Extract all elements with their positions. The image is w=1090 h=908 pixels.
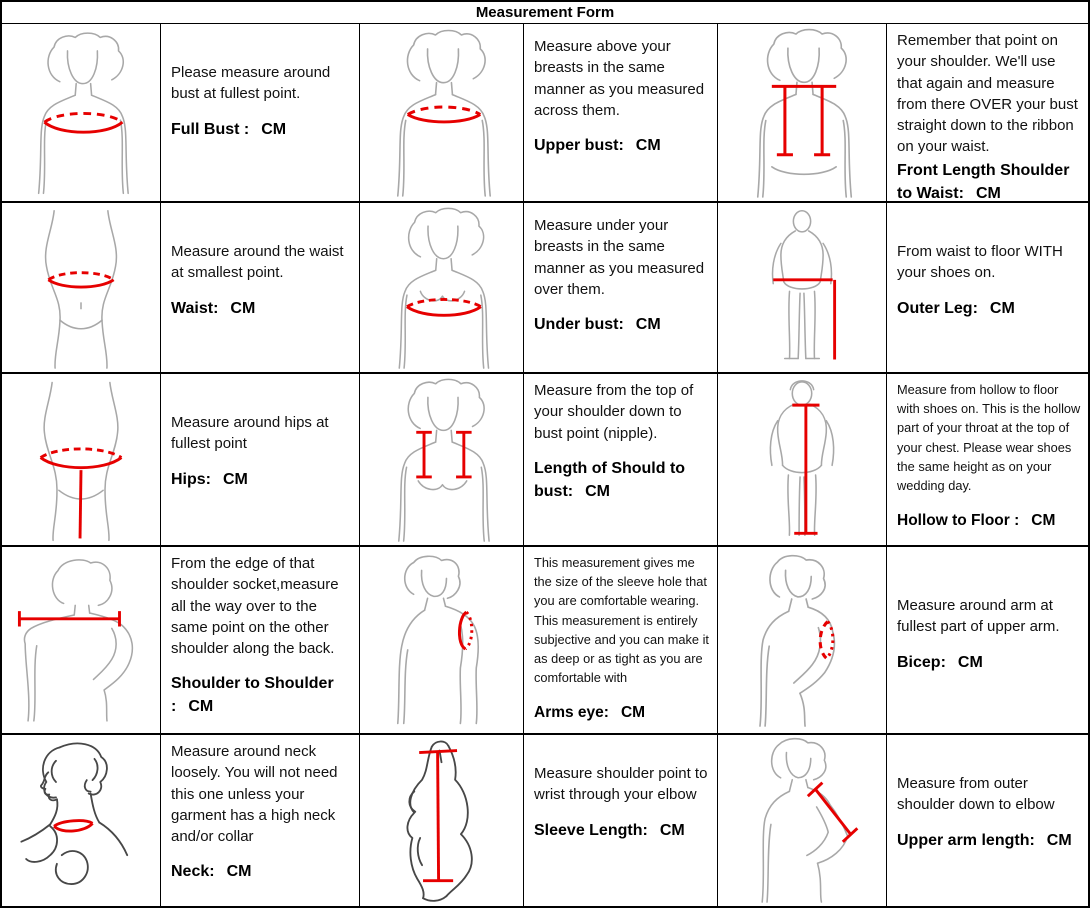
measure-label: Hips: <box>171 470 211 488</box>
measure-description: From the edge of that shoulder socket,measure all the way over to the same point on the other shoulder along the back. <box>171 555 339 658</box>
outer-leg-illustration <box>720 205 884 370</box>
measure-unit: CM <box>975 184 1001 201</box>
measure-unit: CM <box>989 299 1015 317</box>
measure-unit: CM <box>1046 831 1072 849</box>
hollow-to-floor-figure <box>717 372 886 545</box>
sleeve-length-measure-line <box>419 751 457 881</box>
measure-unit: CM <box>226 863 252 881</box>
measure-label: Waist: <box>171 299 219 317</box>
front-length-illustration <box>720 26 884 199</box>
upper-arm-length-illustration <box>720 737 884 904</box>
measure-description: Measure around hips at fullest point <box>171 414 329 453</box>
hips-cell <box>160 372 359 545</box>
form-title-text: Measurement Form <box>475 4 615 21</box>
neck-measure-line <box>54 821 93 831</box>
hips-illustration <box>4 376 158 543</box>
shoulder-to-bust-measure-lines <box>416 432 471 477</box>
measure-description: From waist to floor WITH your shoes on. <box>897 243 1063 282</box>
measure-label: Sleeve Length: <box>534 821 648 839</box>
upper-bust-cell <box>523 24 717 201</box>
measure-label: Arms eye: <box>534 704 609 722</box>
shoulder-to-shoulder-measure-line <box>19 611 119 626</box>
shoulder-to-shoulder-illustration <box>4 549 158 731</box>
hips-measure-line <box>41 449 122 539</box>
waist-cell <box>160 201 359 372</box>
waist-measure-line <box>48 273 113 287</box>
measure-unit: CM <box>223 470 248 488</box>
under-bust-measure-line <box>407 299 481 315</box>
measure-label: Upper bust: <box>534 137 624 155</box>
neck-illustration <box>4 737 158 904</box>
full-bust-figure <box>2 24 160 201</box>
under-bust-cell <box>523 201 717 372</box>
upper-bust-measure-line <box>408 107 481 122</box>
measure-label: Under bust: <box>534 316 624 334</box>
measure-description: Measure around the waist at smallest point. <box>171 243 344 282</box>
measure-label-line <box>534 314 711 337</box>
measure-label-line <box>534 701 711 724</box>
outer-leg-measure-line <box>773 280 834 360</box>
arms-eye-cell <box>523 545 717 733</box>
upper-bust-illustration <box>362 26 521 199</box>
upper-arm-length-cell <box>886 733 1088 906</box>
measure-description: Measure around arm at fullest part of upper arm. <box>897 597 1060 636</box>
measure-description: Remember that point on your shoulder. We'll use that again and measure from there OVER your bust straight down to the ribbon on your waist. <box>897 32 1078 156</box>
measure-label: Upper arm length: <box>897 831 1035 849</box>
measure-label-line <box>897 652 1082 675</box>
measure-unit: CM <box>585 482 610 500</box>
measure-unit: CM <box>1031 512 1056 530</box>
measure-label-line <box>171 469 353 492</box>
measure-unit: CM <box>620 704 646 722</box>
measure-unit: CM <box>230 299 256 317</box>
bicep-cell <box>886 545 1088 733</box>
measure-label: Bicep: <box>897 653 946 671</box>
front-length-figure <box>717 24 886 201</box>
measure-label-line <box>897 160 1082 201</box>
measure-label: Front Length Shoulder to Waist: <box>897 161 1070 201</box>
measure-label-line <box>534 458 711 503</box>
measure-unit: CM <box>957 653 983 671</box>
shoulder-to-bust-illustration <box>362 376 521 543</box>
front-length-measure-lines <box>772 86 836 154</box>
measure-description: Measure under your breasts in the same manner as you measured over them. <box>534 217 705 298</box>
under-bust-figure <box>359 201 523 372</box>
outer-leg-figure <box>717 201 886 372</box>
measure-unit: CM <box>635 137 661 155</box>
measure-label: Shoulder to Shoulder : <box>171 675 334 716</box>
bust-measure-line <box>44 113 122 132</box>
hollow-to-floor-cell <box>886 372 1088 545</box>
measure-label-line <box>534 820 711 843</box>
outer-leg-cell <box>886 201 1088 372</box>
sleeve-length-illustration <box>362 737 521 904</box>
upper-arm-length-figure <box>717 733 886 906</box>
measure-description: Measure shoulder point to wrist through your elbow <box>534 765 708 804</box>
measure-description: Please measure around bust at fullest point. <box>171 64 331 103</box>
measure-unit: CM <box>188 698 214 716</box>
waist-illustration <box>4 205 158 370</box>
full-bust-cell <box>160 24 359 201</box>
under-bust-illustration <box>362 205 521 370</box>
measure-label: Neck: <box>171 863 215 881</box>
shoulder-to-shoulder-figure <box>2 545 160 733</box>
arms-eye-illustration <box>362 549 521 731</box>
bicep-illustration <box>720 549 884 731</box>
measure-label: Outer Leg: <box>897 299 978 317</box>
measure-description: Measure from outer shoulder down to elbow <box>897 775 1055 814</box>
measure-description: Measure around neck loosely. You will not need this one unless your garment has a high neck and/or collar <box>171 743 338 846</box>
measure-label-line <box>171 119 353 142</box>
upper-bust-figure <box>359 24 523 201</box>
shoulder-to-bust-figure <box>359 372 523 545</box>
measure-unit: CM <box>659 821 685 839</box>
sleeve-length-figure <box>359 733 523 906</box>
measure-label: Full Bust : <box>171 120 250 138</box>
waist-figure <box>2 201 160 372</box>
measure-label-line <box>171 298 353 321</box>
neck-cell <box>160 733 359 906</box>
measure-description: Measure from the top of your shoulder down to bust point (nipple). <box>534 382 694 442</box>
arms-eye-figure <box>359 545 523 733</box>
measure-label-line <box>534 135 711 158</box>
measure-label-line <box>171 673 353 718</box>
measure-description: Measure from hollow to floor with shoes on. This is the hollow part of your throat at the top of your chest. Please wear shoes the same height as on your wedding day. <box>897 382 1081 493</box>
hollow-to-floor-illustration <box>720 376 884 543</box>
measure-label: Hollow to Floor : <box>897 512 1020 530</box>
sleeve-length-cell <box>523 733 717 906</box>
upper-arm-measure-line <box>808 783 858 842</box>
measure-description: Measure above your breasts in the same manner as you measured across them. <box>534 38 705 119</box>
measure-unit: CM <box>261 120 287 138</box>
front-length-cell <box>886 24 1088 201</box>
measure-label: Length of Should to bust: <box>534 459 686 500</box>
measure-label-line <box>897 298 1082 321</box>
hips-figure <box>2 372 160 545</box>
neck-figure <box>2 733 160 906</box>
shoulder-to-bust-cell <box>523 372 717 545</box>
measure-label-line <box>171 861 353 884</box>
shoulder-to-shoulder-cell <box>160 545 359 733</box>
measure-unit: CM <box>635 316 661 334</box>
measure-label-line <box>897 830 1082 853</box>
bicep-figure <box>717 545 886 733</box>
measure-label-line <box>897 509 1082 532</box>
form-title <box>2 2 1088 24</box>
full-bust-illustration <box>4 26 158 199</box>
measure-description: This measurement gives me the size of the sleeve hole that you are comfortable wearing. This measurement is entirely subjective and you can make it as deep or as tight as you are comfortable with <box>534 555 709 686</box>
